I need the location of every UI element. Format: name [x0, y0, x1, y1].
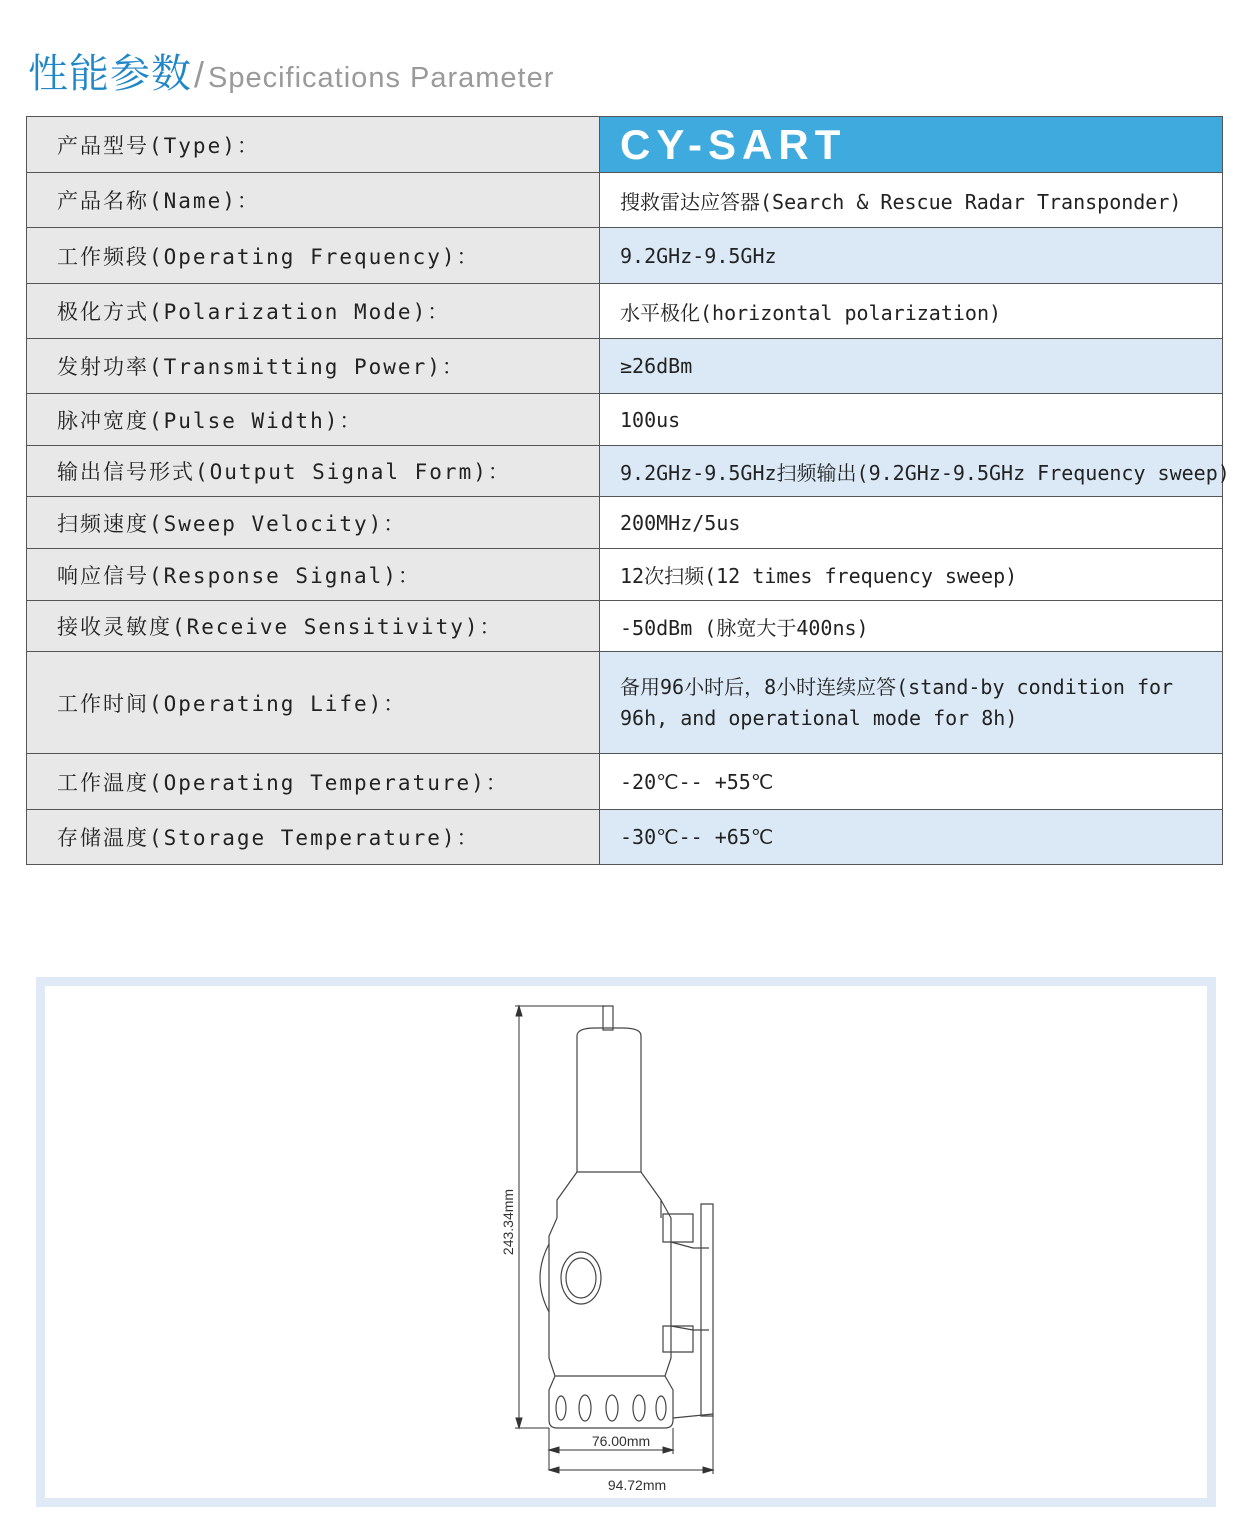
page-header	[28, 42, 554, 102]
sart-dimension-drawing	[45, 986, 1207, 1498]
body-width-arrow-right	[663, 1447, 673, 1453]
table-row	[27, 173, 1223, 228]
table-row	[27, 284, 1223, 339]
spec-label: 工作频段(Operating Frequency)：	[27, 228, 600, 284]
spec-label: 脉冲宽度(Pulse Width)：	[27, 394, 600, 446]
antenna-tube	[577, 1028, 641, 1172]
body-width-label: 76.00mm	[591, 1433, 651, 1449]
body-width-arrow-left	[549, 1447, 559, 1453]
spec-value: 100us	[600, 394, 1223, 446]
bracket-upper	[663, 1214, 693, 1242]
page-title-english: Specifications Parameter	[208, 62, 555, 94]
antenna-tip	[603, 1006, 613, 1030]
device-window	[561, 1252, 601, 1304]
spec-label: 工作温度(Operating Temperature)：	[27, 754, 600, 810]
height-arrow-top	[516, 1006, 522, 1016]
table-row	[27, 117, 1223, 173]
spec-label: 输出信号形式(Output Signal Form)：	[27, 446, 600, 497]
vent-3	[606, 1395, 618, 1421]
spec-label: 极化方式(Polarization Mode)：	[27, 284, 600, 339]
spec-value: 备用96小时后，8小时连续应答(stand-by condition for 96h, and operational mode for 8h)	[600, 652, 1223, 754]
total-width-arrow-right	[703, 1467, 713, 1473]
page-title-chinese: 性能参数	[28, 51, 192, 97]
table-row	[27, 339, 1223, 394]
spec-label: 工作时间(Operating Life)：	[27, 652, 600, 754]
height-arrow-bottom	[516, 1418, 522, 1428]
device-shoulder	[557, 1172, 661, 1218]
spec-value: 水平极化(horizontal polarization)	[600, 284, 1223, 339]
vent-1	[556, 1396, 566, 1420]
bracket-links	[671, 1242, 709, 1330]
dimension-lines	[515, 1006, 713, 1474]
table-row	[27, 810, 1223, 865]
table-row	[27, 394, 1223, 446]
table-row	[27, 549, 1223, 601]
specifications-table	[26, 116, 1230, 865]
spec-value: 12次扫频(12 times frequency sweep)	[600, 549, 1223, 601]
spec-value: 9.2GHz-9.5GHz	[600, 228, 1223, 284]
spec-label: 接收灵敏度(Receive Sensitivity)：	[27, 601, 600, 652]
bracket-lower	[663, 1326, 693, 1352]
spec-value: 搜救雷达应答器(Search & Rescue Radar Transponder)	[600, 173, 1223, 228]
mount-plate	[701, 1204, 713, 1416]
spec-label: 产品型号(Type)：	[27, 117, 600, 173]
table-row	[27, 652, 1223, 754]
spec-label: 响应信号(Response Signal)：	[27, 549, 600, 601]
table-row	[27, 497, 1223, 549]
spec-value: -30℃-- +65℃	[600, 810, 1223, 865]
spec-label: 产品名称(Name)：	[27, 173, 600, 228]
total-width-arrow-left	[549, 1467, 559, 1473]
table-row	[27, 446, 1223, 497]
device-window-inner	[566, 1258, 596, 1298]
spec-value: 200MHz/5us	[600, 497, 1223, 549]
side-bulge	[540, 1244, 549, 1312]
table-row	[27, 601, 1223, 652]
table-row	[27, 754, 1223, 810]
spec-label: 存储温度(Storage Temperature)：	[27, 810, 600, 865]
vent-5	[656, 1396, 666, 1420]
spec-value: -50dBm (脉宽大于400ns)	[600, 601, 1223, 652]
spec-label: 扫频速度(Sweep Velocity)：	[27, 497, 600, 549]
height-dimension-label: 243.34mm	[500, 1188, 516, 1256]
vent-4	[633, 1395, 645, 1421]
device-body	[549, 1200, 671, 1376]
spec-value: ≥26dBm	[600, 339, 1223, 394]
technical-drawing-frame	[36, 977, 1216, 1507]
table-row	[27, 228, 1223, 284]
spec-value: 9.2GHz-9.5GHz扫频输出(9.2GHz-9.5GHz Frequency sweep)	[600, 446, 1223, 497]
title-separator: /	[194, 54, 205, 95]
vent-2	[579, 1395, 591, 1421]
spec-label: 发射功率(Transmitting Power)：	[27, 339, 600, 394]
spec-value: -20℃-- +55℃	[600, 754, 1223, 810]
total-width-label: 94.72mm	[607, 1477, 667, 1493]
model-value: CY-SART	[600, 117, 1223, 173]
sart-device-outline	[540, 1006, 713, 1428]
